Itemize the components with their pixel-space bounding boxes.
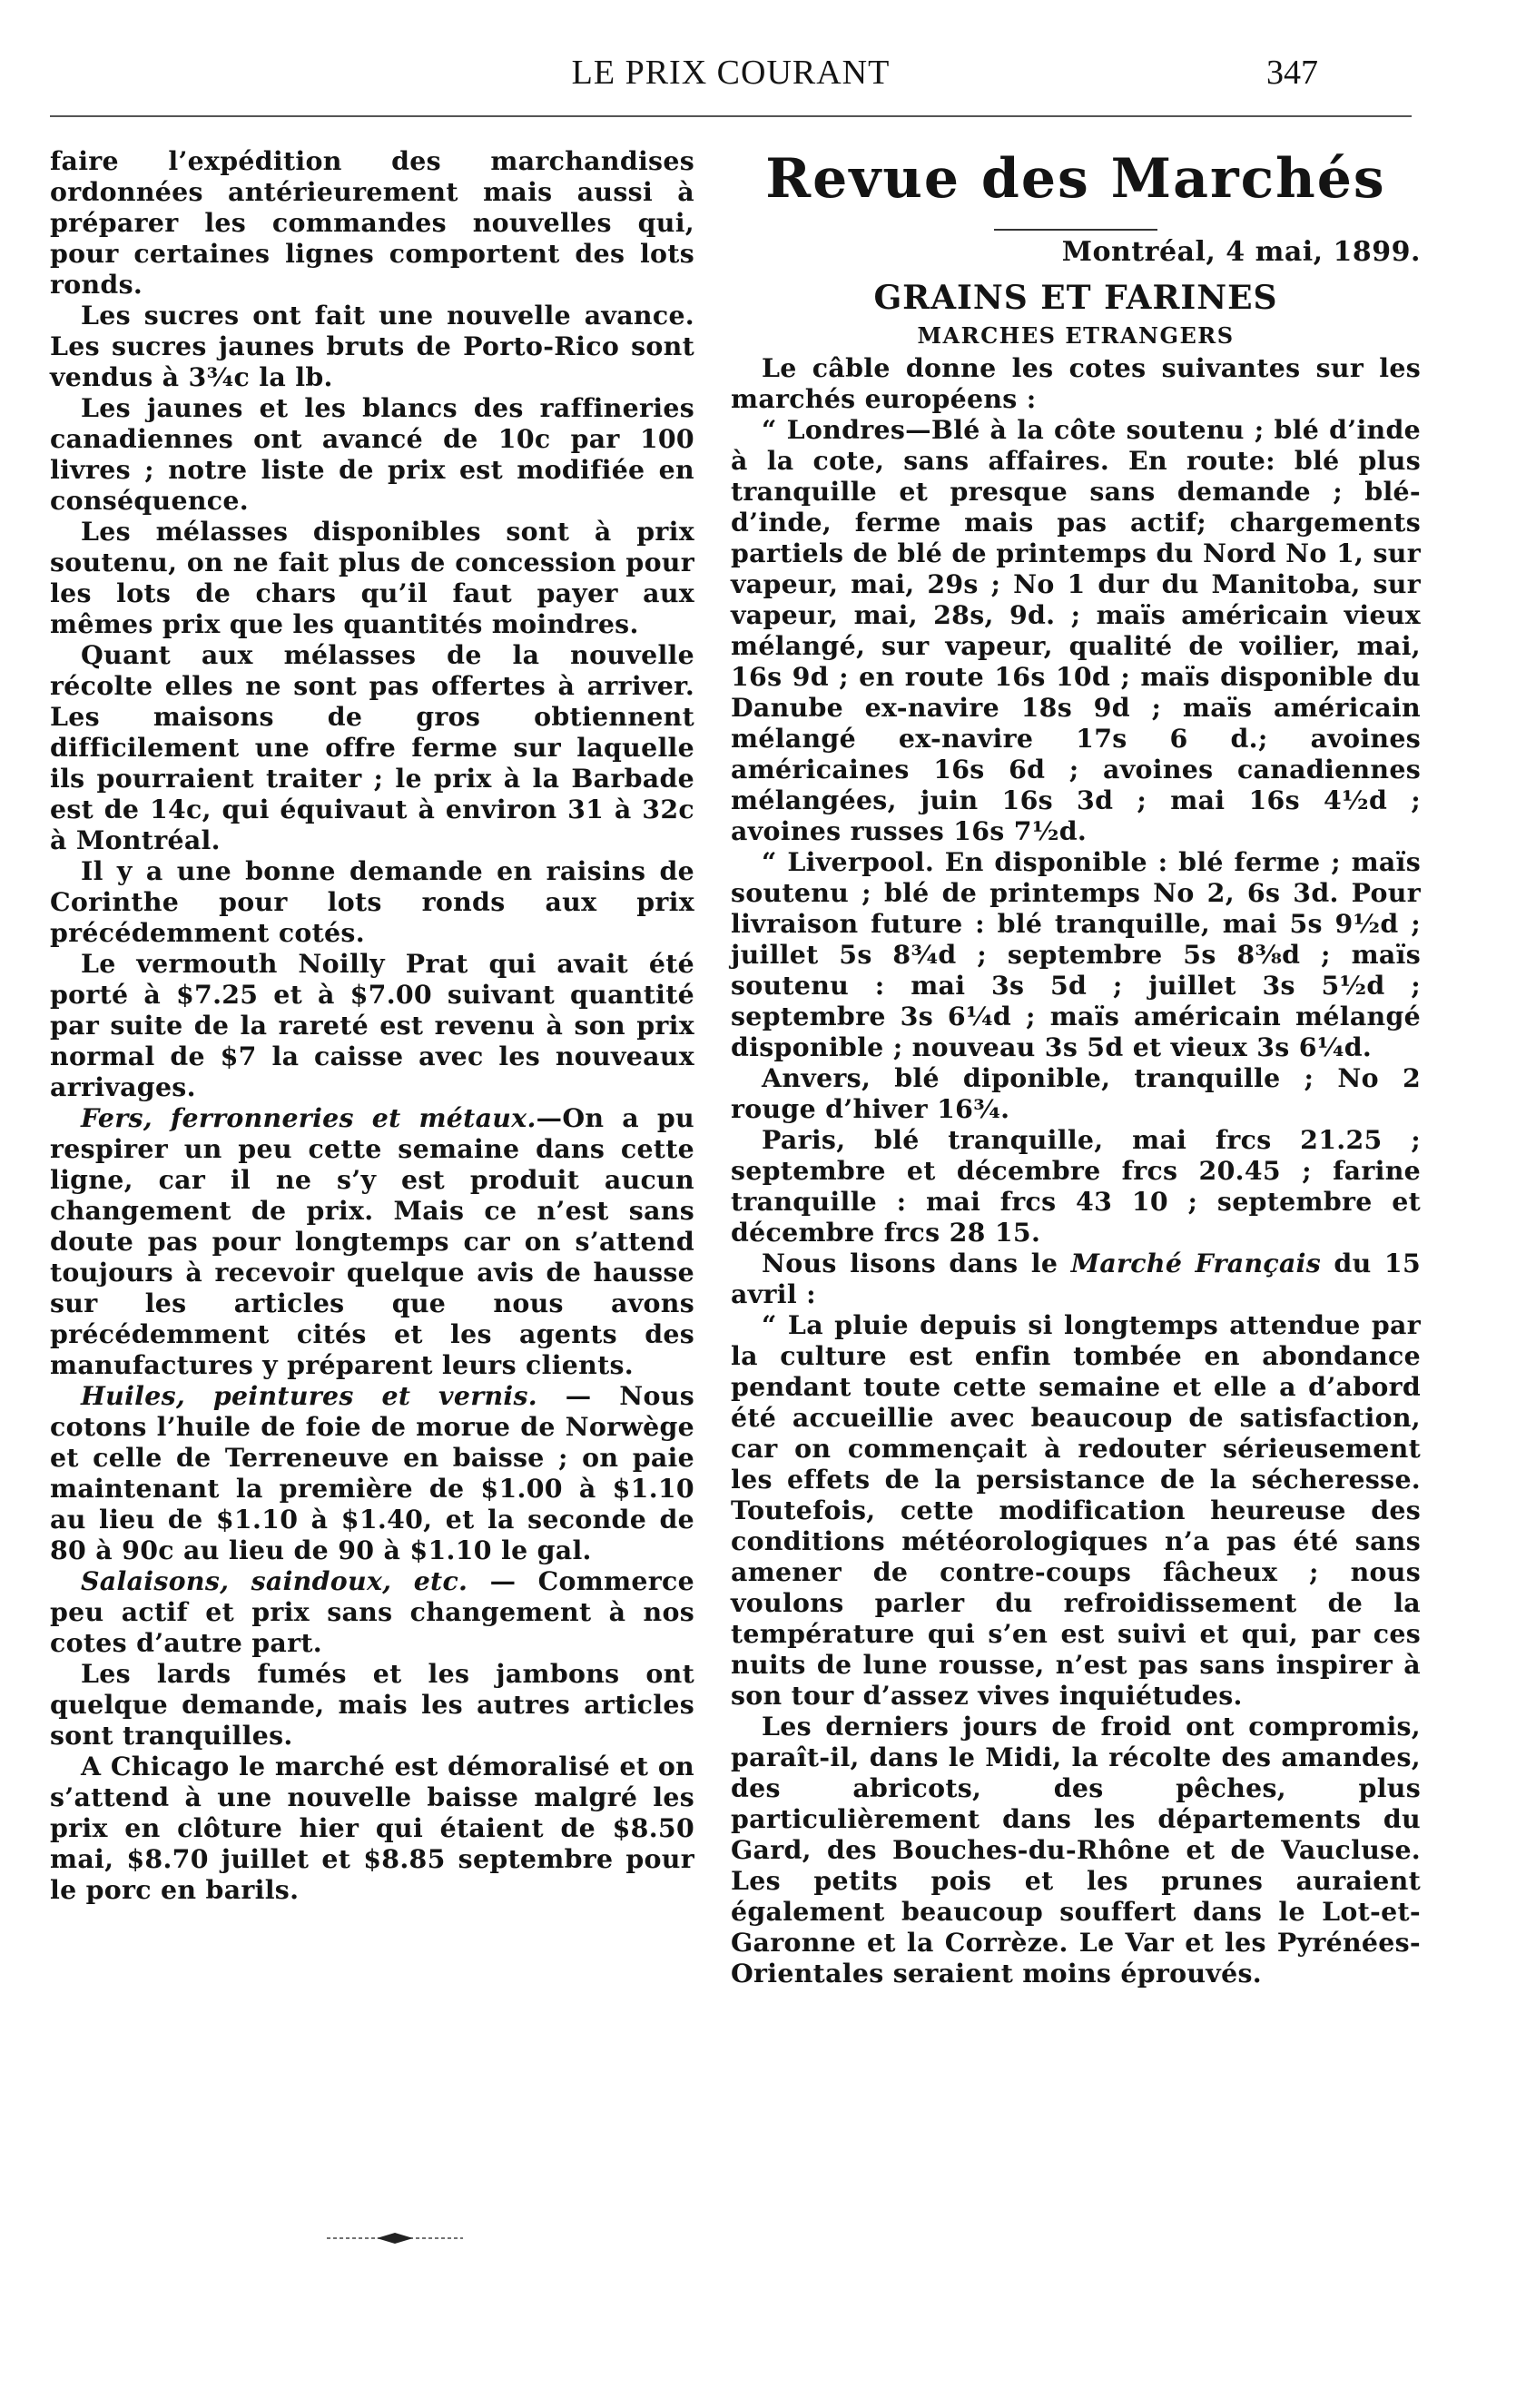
paragraph: Les derniers jours de froid ont compromis, paraît-il, dans le Midi, la récolte des amandes, des abricots, des pêches, plus particulièrement dans les départements du Gard, des Bouches-du-Rhône et de Vaucluse. Les petits pois et les prunes auraient également beaucoup souffert dans le Lot-et-Garonne et la Corrèze. Le Var et les Pyrénées-Orientales seraient moins éprouvés. <box>731 1711 1421 1989</box>
paragraph: Salaisons, saindoux, etc. — Commerce peu actif et prix sans changement à nos cotes d’autre part. <box>50 1565 694 1658</box>
paragraph: “ Londres—Blé à la côte soutenu ; blé d’inde à la cote, sans affaires. En route: blé plus tranquille et presque sans demande ; blé-d’inde, ferme mais pas actif; chargements partiels de blé de printemps du Nord No 1, sur vapeur, mai, 29s ; No 1 dur du Manitoba, sur vapeur, mai, 28s, 9d. ; maïs américain vieux mélangé, sur vapeur, qualité de voilier, mai, 16s 9d ; en route 16s 10d ; maïs disponible du Danube ex-navire 18s 9d ; maïs américain mélangé ex-navire 17s 6 d.; avoines américaines 16s 6d ; avoines canadiennes mélangées, juin 16s 3d ; mai 16s 4½d ; avoines russes 16s 7½d. <box>731 414 1421 846</box>
page-number: 347 <box>1266 54 1318 92</box>
right-column <box>731 145 1421 1989</box>
paragraph: Le câble donne les cotes suivantes sur les marchés européens : <box>731 352 1421 414</box>
section-lead: Huiles, peintures et vernis. <box>81 1380 537 1411</box>
paragraph: “ Liverpool. En disponible : blé ferme ; maïs soutenu ; blé de printemps No 2, 6s 3d. Pour livraison future : blé tranquille, mai 5s 9½d ; juillet 5s 8¾d ; septembre 5s 8⅜d ; maïs soutenu : mai 3s 5d ; juillet 3s 5½d ; septembre 3s 6¼d ; maïs américain mélangé disponible ; nouveau 3s 5d et vieux 3s 6¼d. <box>731 846 1421 1062</box>
dateline: Montréal, 4 mai, 1899. <box>1061 236 1421 268</box>
section-lead: Salaisons, saindoux, etc. <box>81 1565 468 1596</box>
paragraph: Quant aux mélasses de la nouvelle récolte elles ne sont pas offertes à arriver. Les maisons de gros obtiennent difficilement une offre ferme sur laquelle ils pourraient traiter ; le prix à la Barbade est de 14c, qui équivaut à environ 31 à 32c à Montréal. <box>50 639 694 855</box>
title-rule <box>994 229 1157 231</box>
paragraph: Nous lisons dans le Marché Français du 15 avril : <box>731 1248 1421 1309</box>
paragraph: Le vermouth Noilly Prat qui avait été porté à $7.25 et à $7.00 suivant quantité par suite de la rareté est revenu à son prix normal de $7 la caisse avec les nouveaux arrivages. <box>50 948 694 1102</box>
left-column <box>50 145 694 1905</box>
paragraph: Fers, ferronneries et métaux.—On a pu respirer un peu cette semaine dans cette ligne, car il ne s’y est produit aucun changement de prix. Mais ce n’est sans doute pas pour longtemps car on s’attend toujours à recevoir quelque avis de hausse sur les articles que nous avons précédemment cités et les agents des manufactures y préparent leurs clients. <box>50 1102 694 1380</box>
end-ornament <box>327 2229 463 2247</box>
paragraph: faire l’expédition des marchandises ordonnées antérieurement mais aussi à préparer les commandes nouvelles qui, pour certaines lignes comportent des lots ronds. <box>50 145 694 300</box>
paragraph: Les sucres ont fait une nouvelle avance. Les sucres jaunes bruts de Porto-Rico sont vendus à 3¾c la lb. <box>50 300 694 392</box>
section-title: Revue des Marchés <box>765 147 1386 211</box>
paragraph: A Chicago le marché est démoralisé et on s’attend à une nouvelle baisse malgré les prix en clôture hier qui étaient de $8.50 mai, $8.70 juillet et $8.85 septembre pour le porc en barils. <box>50 1751 694 1905</box>
section-lead: Fers, ferronneries et métaux. <box>81 1102 537 1133</box>
subhead: GRAINS ET FARINES <box>873 279 1278 317</box>
paragraph: Paris, blé tranquille, mai frcs 21.25 ; septembre et décembre frcs 20.45 ; farine tranquille : mai frcs 43 10 ; septembre et décembre frcs 28 15. <box>731 1124 1421 1248</box>
page-header <box>0 53 1526 107</box>
paragraph: Les lards fumés et les jambons ont quelque demande, mais les autres articles sont tranquilles. <box>50 1658 694 1751</box>
running-title: LE PRIX COURANT <box>571 54 891 92</box>
paragraph: Les mélasses disponibles sont à prix soutenu, on ne fait plus de concession pour les lots de chars qu’il faut payer aux mêmes prix que les quantités moindres. <box>50 516 694 639</box>
header-rule <box>50 115 1412 117</box>
paragraph: Anvers, blé diponible, tranquille ; No 2 rouge d’hiver 16¾. <box>731 1062 1421 1124</box>
paragraph: Il y a une bonne demande en raisins de Corinthe pour lots ronds aux prix précédemment cotés. <box>50 855 694 948</box>
paragraph: Les jaunes et les blancs des raffineries canadiennes ont avancé de 10c par 100 livres ; notre liste de prix est modifiée en conséquence. <box>50 392 694 516</box>
publication-title: Marché Français <box>1070 1248 1322 1278</box>
paragraph: Huiles, peintures et vernis. — Nous cotons l’huile de foie de morue de Norwège et celle de Terreneuve en baisse ; on paie maintenant la première de $1.00 à $1.10 au lieu de $1.10 à $1.40, et la seconde de 80 à 90c au lieu de 90 à $1.10 le gal. <box>50 1380 694 1565</box>
paragraph: “ La pluie depuis si longtemps attendue par la culture est enfin tombée en abondance pendant toute cette semaine et elle a d’abord été accueillie avec beaucoup de satisfaction, car on commençait à redouter sérieusement les effets de la persistance de la sécheresse. Toutefois, cette modification heureuse des conditions météorologiques n’a pas été sans amener de contre-coups fâcheux ; nous voulons parler du refroidissement de la température qui s’en est suivi et qui, par ces nuits de lune rousse, n’est pas sans inspirer à son tour d’assez vives inquiétudes. <box>731 1309 1421 1711</box>
subsubhead: MARCHES ETRANGERS <box>917 322 1235 349</box>
